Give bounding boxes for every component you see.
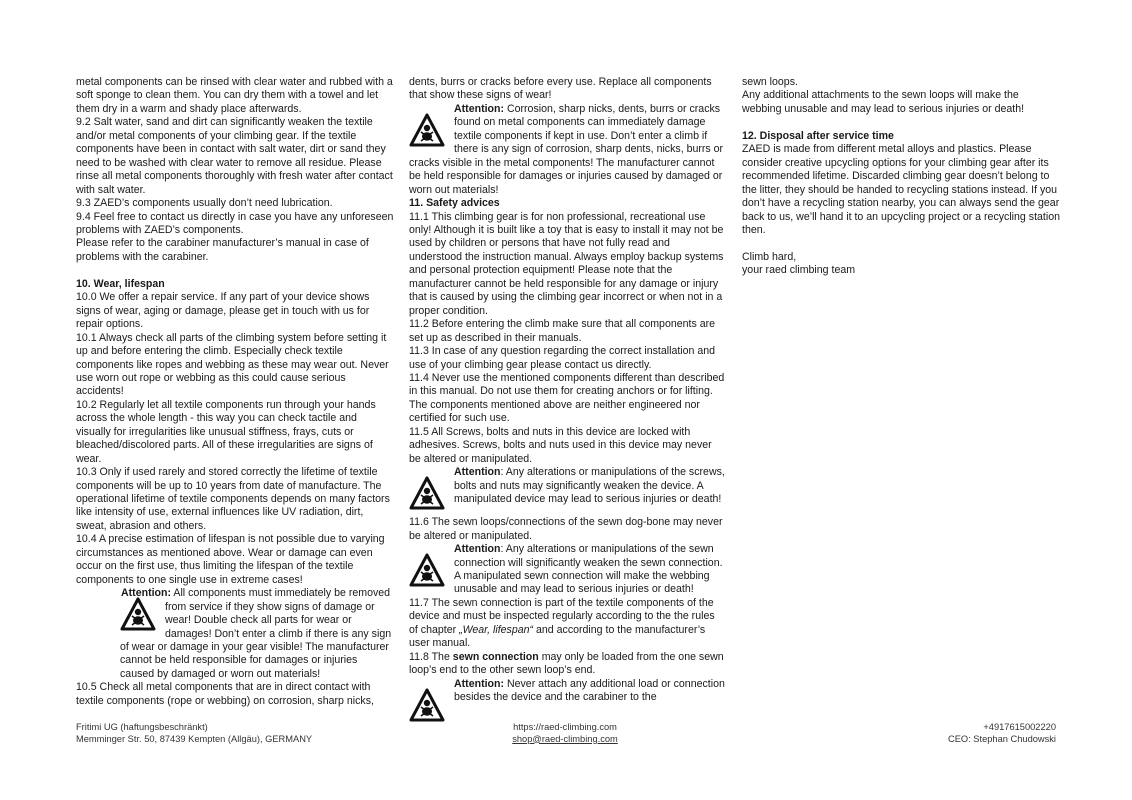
paragraph-attachments: Any additional attachments to the sewn loops will make the webbing unusable and may lead to serious injuries or death! [742, 89, 1025, 115]
footer-contact [510, 722, 620, 745]
sign-off-team: your raed climbing team [742, 264, 856, 277]
chapter-reference: „Wear, lifespan“ [459, 623, 534, 636]
paragraph-11-8-end: may only be loaded from the one sewn loop’s end to the other sewn loop’s end. [409, 650, 724, 677]
warning-block [409, 466, 725, 506]
paragraph-11-7 [409, 597, 725, 651]
paragraph-10-5: 10.5 Check all metal components that are in direct contact with textile components (rope or webbing) on corrosion, sharp nicks, [76, 681, 374, 707]
paragraph-9-2: 9.2 Salt water, sand and dirt can significantly weaken the textile and/or metal components of your climbing gear. If the textile components have been in contact with salt water, dirt or sand they need to be washed with clear water to remove all residue. Please rinse all metal components thoroughly with fresh water after contact with salt water. [76, 116, 393, 196]
paragraph-10-2: 10.2 Regularly let all textile components run through your hands across the whole length - this way you can check tactile and visually for irregularities like unusual stiffness, frays, cuts or bleached/discolored parts. All of these irregularities are signs of wear. [76, 398, 376, 465]
hazard-triangle-icon [120, 597, 156, 637]
ceo-name: CEO: Stephan Chudowski [947, 733, 1056, 744]
hazard-triangle-icon [409, 113, 445, 153]
paragraph-11-5: 11.5 All Screws, bolts and nuts in this device are locked with adhesives. Screws, bolts and nuts used in this device may never be altered or manipulated. [409, 425, 712, 465]
paragraph-sewn-loops: sewn loops. [742, 76, 798, 88]
paragraph-11-4: 11.4 Never use the mentioned components different than described in this manual. Do not use them for creating anchors or for lifting. The components mentioned above are neither engineered nor certified for such use. [409, 371, 725, 425]
company-name: Fritimi UG (haftungsbeschränkt) [76, 722, 208, 732]
email-link[interactable]: shop@raed-climbing.com [512, 733, 618, 744]
hazard-triangle-icon [409, 476, 445, 516]
paragraph-carabiner-note: Please refer to the carabiner manufacturer’s manual in case of problems with the carabiner. [76, 237, 369, 263]
paragraph-11-7-text: 11.7 The sewn connection is part of the textile components of the device and must be inspected regularly according to the the rules of chapter [409, 596, 715, 636]
heading-wear-lifespan: 10. Wear, lifespan [76, 277, 165, 290]
heading-safety-advices: 11. Safety advices [409, 197, 500, 210]
heading-disposal: 12. Disposal after service time [742, 129, 894, 142]
paragraph-10-1: 10.1 Always check all parts of the climbing system before setting it up and before entering the climb. Especially check textile components like ropes and webbing as these may wear out. Never use worn out rope or webbing as this could cause serious accidents! [76, 331, 389, 398]
footer-phone-ceo [948, 722, 1056, 745]
warning-text: Never attach any additional load or connection besides the device and the carabiner to the [454, 677, 725, 704]
column-right [742, 76, 1060, 278]
warning-block [409, 103, 725, 197]
warning-text: All components must immediately be removed from service if they show signs of damage or wear! Double check all parts for wear or damages! Don’t enter a climb if there is any sign of wear or damage in your gear visible! The manufacturer cannot be held responsible for damages or injuries caused by damaged or worn out materials! [120, 587, 392, 680]
warning-text: Corrosion, sharp nicks, dents, burrs or cracks found on metal components can immediately damage textile components if kept in use. Don’t enter a climb if there is any sign of corrosion, sharp dents, nicks, burrs or cracks visible in the metal components! The manufacturer cannot be held responsible for damages or injuries caused by damaged or worn out materials! [409, 102, 724, 196]
paragraph-11-8-text: 11.8 The [409, 650, 453, 663]
paragraph-10-5-cont: dents, burrs or cracks before every use. Replace all components that show these signs of wear! [409, 76, 712, 102]
paragraph-9-1-cont: metal components can be rinsed with clear water and rubbed with a soft sponge to clean them. You can dry them with a towel and let them dry in a warm and shady place afterwards. [76, 76, 393, 115]
column-left [76, 76, 394, 708]
paragraph-11-8 [409, 651, 725, 678]
warning-block [76, 587, 394, 681]
footer-company [76, 722, 312, 745]
warning-label: Attention [454, 466, 501, 479]
paragraph-11-1: 11.1 This climbing gear is for non professional, recreational use only! Although it is built like a toy that is easy to install it may not be used by children or persons that have not fully read and understood the instruction manual. Always employ backup systems and personal protection equipment! Please note that the manufacturer cannot be held responsible for any damage or injury that is caused by using the climbing gear incorrect or when not in a proper condition. [409, 210, 724, 317]
paragraph-10-3: 10.3 Only if used rarely and stored correctly the lifetime of textile components will be up to 10 years from date of manufacture. The operational lifetime of textile components depends on many factors like intensity of use, external influences like UV radiation, dirt, sweat, abrasion and others. [76, 466, 390, 532]
warning-label: Attention: [454, 677, 505, 690]
paragraph-9-4: 9.4 Feel free to contact us directly in case you have any unforeseen problems with ZAED’s components. [76, 210, 394, 236]
paragraph-9-3: 9.3 ZAED’s components usually don’t need lubrication. [76, 197, 333, 210]
paragraph-10-4: 10.4 A precise estimation of lifespan is not possible due to varying circumstances as mentioned above. Wear or damage can even occur on the first use, thus limiting the lifespan of the textile components to one single use in extreme cases! [76, 533, 385, 586]
company-address: Memminger Str. 50, 87439 Kempten (Allgäu), GERMANY [76, 733, 313, 744]
hazard-triangle-icon [409, 688, 445, 728]
paragraph-11-7-end: and according to the manufacturer’s user manual. [409, 623, 706, 650]
warning-label: Attention: [121, 587, 172, 600]
sign-off: Climb hard, [742, 250, 797, 263]
sewn-connection-term: sewn connection [452, 650, 539, 663]
hazard-triangle-icon [409, 553, 445, 593]
paragraph-11-2: 11.2 Before entering the climb make sure that all components are set up as described in their manuals. [409, 318, 716, 344]
paragraph-10-0: 10.0 We offer a repair service. If any part of your device shows signs of wear, aging or damage, please get in touch with us for repair options. [76, 291, 370, 331]
warning-text: : Any alterations or manipulations of the screws, bolts and nuts may significantly weaken the device. A manipulated device may lead to serious injuries or death! [454, 466, 725, 506]
website-link[interactable]: https://raed-climbing.com [513, 722, 617, 732]
warning-label: Attention: [454, 102, 505, 115]
paragraph-11-6: 11.6 The sewn loops/connections of the sewn dog-bone may never be altered or manipulated. [409, 516, 723, 542]
paragraph-12: ZAED is made from different metal alloys and plastics. Please consider creative upcycling options for your climbing gear after its recommended lifetime. Discarded climbing gear doesn’t belong to the litter, they should be handed to recycling stations instead. If you don’t have a recycling station nearby, you can always send the gear back to us, we’ll hand it to an upcycling project or a recycling station then. [742, 143, 1060, 236]
column-middle [409, 76, 725, 728]
paragraph-11-3: 11.3 In case of any question regarding the correct installation and use of your climbing gear please contact us directly. [409, 345, 716, 371]
warning-text: : Any alterations or manipulations of the sewn connection will significantly weaken the sewn connection. A manipulated sewn connection will make the webbing unusable and may lead to serious injuries or death! [454, 543, 723, 596]
warning-label: Attention [454, 543, 501, 556]
phone-number: +4917615002220 [983, 722, 1056, 732]
warning-block [409, 543, 725, 597]
warning-block [409, 678, 725, 705]
